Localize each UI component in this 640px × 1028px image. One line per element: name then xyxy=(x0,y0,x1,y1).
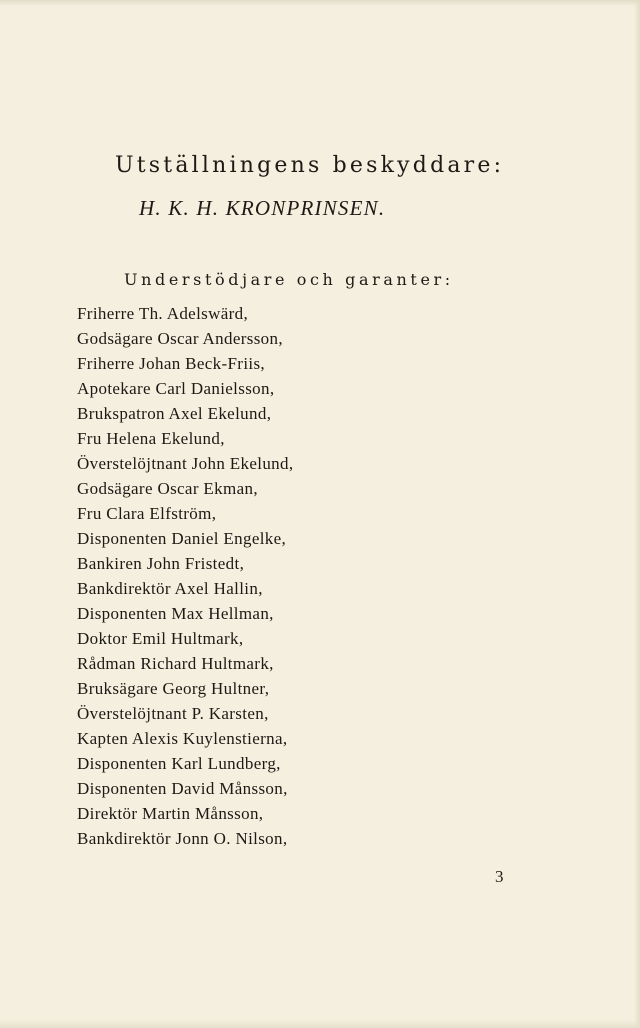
supporters-heading: Understödjare och garanter: xyxy=(124,270,454,289)
supporter-name: Bankiren John Fristedt, xyxy=(77,554,245,573)
supporter-name: Disponenten David Månsson, xyxy=(77,779,288,798)
page-edge-shadow xyxy=(634,0,640,1028)
supporter-name: Brukspatron Axel Ekelund, xyxy=(77,404,272,423)
supporter-name: Direktör Martin Månsson, xyxy=(77,804,264,823)
supporter-name: Bruksägare Georg Hultner, xyxy=(77,679,270,698)
supporter-name: Kapten Alexis Kuylenstierna, xyxy=(77,729,288,748)
patron-name: H. K. H. KRONPRINSEN. xyxy=(139,196,386,220)
supporter-name: Friherre Th. Adelswärd, xyxy=(77,304,249,323)
supporter-name: Bankdirektör Axel Hallin, xyxy=(77,579,263,598)
patron-heading: Utställningens beskyddare: xyxy=(115,153,505,178)
supporter-name: Fru Clara Elfström, xyxy=(77,504,217,523)
page-number: 3 xyxy=(495,867,504,886)
supporters-list xyxy=(77,301,293,851)
supporter-name: Överstelöjtnant P. Karsten, xyxy=(77,704,269,723)
supporter-name: Rådman Richard Hultmark, xyxy=(77,654,274,673)
supporter-name: Apotekare Carl Danielsson, xyxy=(77,379,275,398)
supporter-name: Disponenten Daniel Engelke, xyxy=(77,529,287,548)
supporter-name: Överstelöjtnant John Ekelund, xyxy=(77,454,294,473)
supporter-name: Godsägare Oscar Andersson, xyxy=(77,329,283,348)
supporter-name: Disponenten Karl Lundberg, xyxy=(77,754,281,773)
supporter-name: Disponenten Max Hellman, xyxy=(77,604,274,623)
supporter-name: Bankdirektör Jonn O. Nilson, xyxy=(77,829,288,848)
supporter-name: Godsägare Oscar Ekman, xyxy=(77,479,258,498)
supporter-name: Doktor Emil Hultmark, xyxy=(77,629,244,648)
supporter-name: Friherre Johan Beck-Friis, xyxy=(77,354,266,373)
supporter-name: Fru Helena Ekelund, xyxy=(77,429,225,448)
